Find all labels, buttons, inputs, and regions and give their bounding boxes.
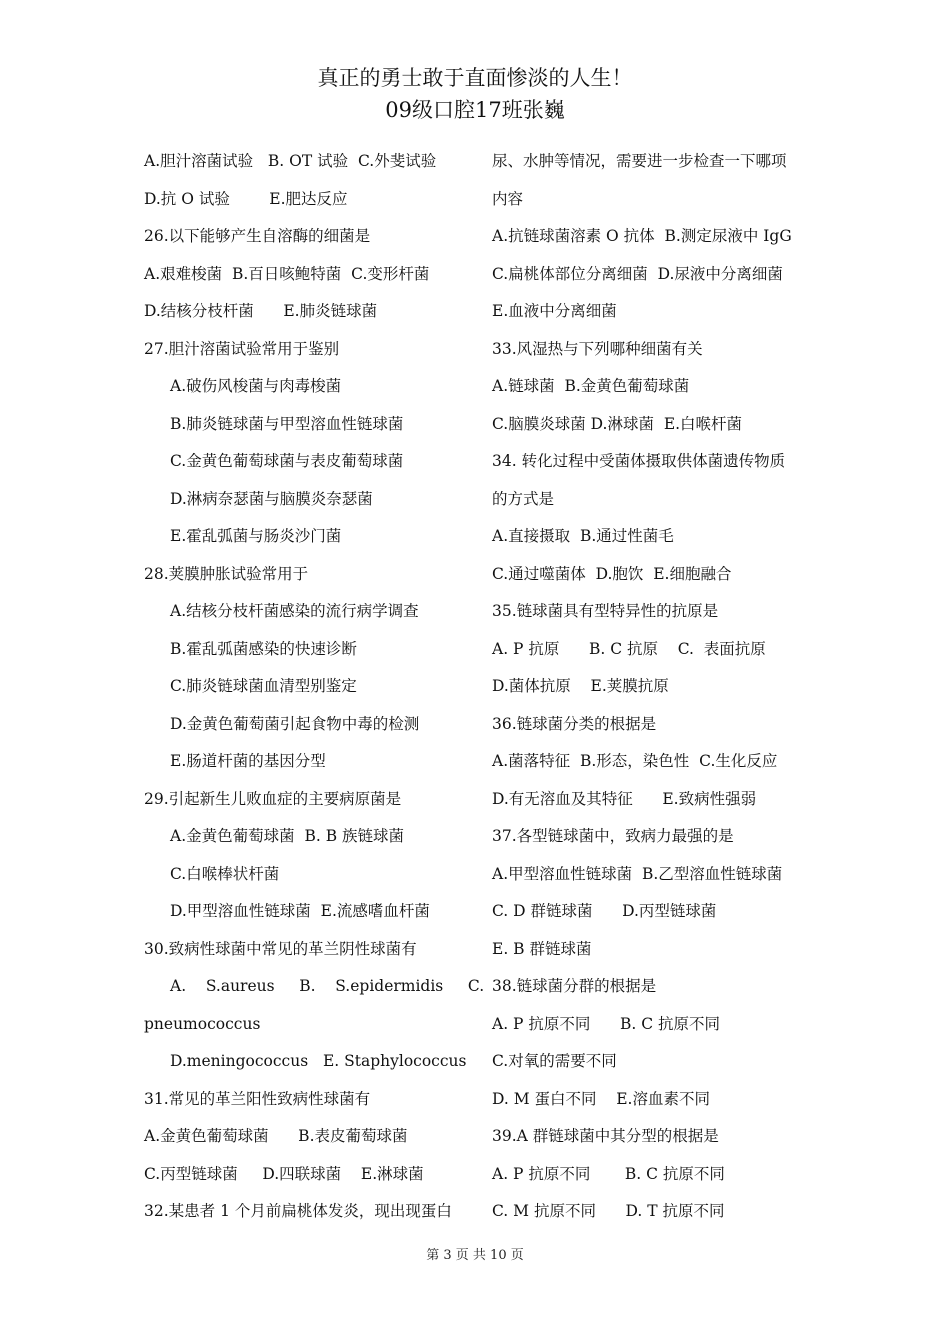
text-line: E.血液中分离细菌 bbox=[492, 302, 617, 320]
text-line: C.对氧的需要不同 bbox=[492, 1052, 617, 1070]
text-line: D.meningococcus E. Staphylococcus bbox=[170, 1052, 467, 1070]
text-line: 36.链球菌分类的根据是 bbox=[492, 714, 657, 733]
text-line: 39.A 群链球菌中其分型的根据是 bbox=[492, 1127, 719, 1145]
text-line: 37.各型链球菌中，致病力最强的是 bbox=[492, 827, 734, 845]
text-line: E.肠道杆菌的基因分型 bbox=[170, 752, 326, 770]
text-line: A.金黄色葡萄球菌 B.表皮葡萄球菌 bbox=[144, 1127, 408, 1145]
text-line: 31.常见的革兰阳性致病性球菌有 bbox=[144, 1089, 371, 1108]
text-line: A. P 抗原 B. C 抗原 C. 表面抗原 bbox=[492, 639, 766, 658]
text-line: C.肺炎链球菌血清型别鉴定 bbox=[170, 677, 357, 695]
text-line: 的方式是 bbox=[492, 489, 555, 508]
text-line: C.通过噬菌体 D.胞饮 E.细胞融合 bbox=[492, 564, 732, 583]
text-line: A.结核分枝杆菌感染的流行病学调查 bbox=[170, 602, 419, 620]
text-line: 29.引起新生儿败血症的主要病原菌是 bbox=[144, 789, 402, 808]
text-line: D.有无溶血及其特征 E.致病性强弱 bbox=[492, 789, 757, 808]
text-line: C.脑膜炎球菌 D.淋球菌 E.白喉杆菌 bbox=[492, 414, 743, 433]
header-motto: 真正的勇士敢于直面惨淡的人生！ bbox=[317, 66, 633, 90]
text-line: E. B 群链球菌 bbox=[492, 939, 592, 958]
text-line: B.肺炎链球菌与甲型溶血性链球菌 bbox=[170, 414, 404, 433]
text-line: D.结核分枝杆菌 E.肺炎链球菌 bbox=[144, 302, 378, 320]
text-line: E.霍乱弧菌与肠炎沙门菌 bbox=[170, 527, 342, 545]
text-line: 33.风湿热与下列哪种细菌有关 bbox=[492, 339, 703, 358]
text-line: A. S.aureus B. S.epidermidis C. bbox=[170, 977, 485, 995]
text-line: A.胆汁溶菌试验 B. OT 试验 C.外斐试验 bbox=[144, 152, 437, 170]
page-number: 第 3 页 共 10 页 bbox=[426, 1248, 524, 1263]
text-line: C. M 抗原不同 D. T 抗原不同 bbox=[492, 1202, 725, 1220]
text-line: A.破伤风梭菌与肉毒梭菌 bbox=[170, 377, 342, 395]
text-line: D.金黄色葡萄菌引起食物中毒的检测 bbox=[170, 714, 420, 733]
text-line: 35.链球菌具有型特异性的抗原是 bbox=[492, 602, 719, 620]
text-line: 32.某患者 1 个月前扁桃体发炎，现出现蛋白 bbox=[144, 1202, 452, 1220]
text-line: A.艰难梭菌 B.百日咳鲍特菌 C.变形杆菌 bbox=[144, 264, 430, 283]
text-line: 尿、水肿等情况，需要进一步检查一下哪项 bbox=[492, 152, 787, 170]
text-line: 26.以下能够产生自溶酶的细菌是 bbox=[144, 227, 371, 245]
text-line: A.链球菌 B.金黄色葡萄球菌 bbox=[492, 377, 690, 395]
text-line: C.扁桃体部位分离细菌 D.尿液中分离细菌 bbox=[492, 264, 783, 283]
text-line: C.白喉棒状杆菌 bbox=[170, 864, 280, 883]
text-line: B.霍乱弧菌感染的快速诊断 bbox=[170, 639, 357, 658]
page-header bbox=[0, 62, 950, 126]
text-line: D.菌体抗原 E.荚膜抗原 bbox=[492, 677, 669, 695]
text-line: D. M 蛋白不同 E.溶血素不同 bbox=[492, 1089, 710, 1108]
text-line: 内容 bbox=[492, 189, 524, 208]
text-line: 28.荚膜肿胀试验常用于 bbox=[144, 564, 309, 583]
text-line: A.金黄色葡萄球菌 B. B 族链球菌 bbox=[170, 827, 405, 845]
text-line: 30.致病性球菌中常见的革兰阴性球菌有 bbox=[144, 939, 417, 958]
text-line: D.淋病奈瑟菌与脑膜炎奈瑟菌 bbox=[170, 489, 373, 508]
text-line: D.甲型溶血性链球菌 E.流感嗜血杆菌 bbox=[170, 902, 430, 920]
text-line: A. P 抗原不同 B. C 抗原不同 bbox=[492, 1014, 720, 1033]
text-line: D.抗 O 试验 E.肥达反应 bbox=[144, 189, 348, 208]
text-line: A.抗链球菌溶素 O 抗体 B.测定尿液中 IgG bbox=[492, 227, 792, 245]
text-line: 38.链球菌分群的根据是 bbox=[492, 977, 657, 995]
text-line: 27.胆汁溶菌试验常用于鉴别 bbox=[144, 339, 340, 358]
text-line: C. D 群链球菌 D.丙型链球菌 bbox=[492, 902, 717, 920]
text-line: A.菌落特征 B.形态，染色性 C.生化反应 bbox=[492, 752, 778, 770]
right-column bbox=[492, 146, 812, 1234]
text-line: A.甲型溶血性链球菌 B.乙型溶血性链球菌 bbox=[492, 864, 783, 883]
text-line: C.丙型链球菌 D.四联球菌 E.淋球菌 bbox=[144, 1164, 424, 1183]
text-line: C.金黄色葡萄球菌与表皮葡萄球菌 bbox=[170, 452, 404, 470]
header-author: 09级口腔17班张巍 bbox=[385, 98, 565, 122]
text-line: A.直接摄取 B.通过性菌毛 bbox=[492, 527, 674, 545]
text-line: 34. 转化过程中受菌体摄取供体菌遗传物质 bbox=[492, 452, 786, 470]
text-line: pneumococcus bbox=[144, 1014, 261, 1033]
left-column bbox=[144, 146, 485, 1234]
text-line: A. P 抗原不同 B. C 抗原不同 bbox=[492, 1164, 725, 1183]
